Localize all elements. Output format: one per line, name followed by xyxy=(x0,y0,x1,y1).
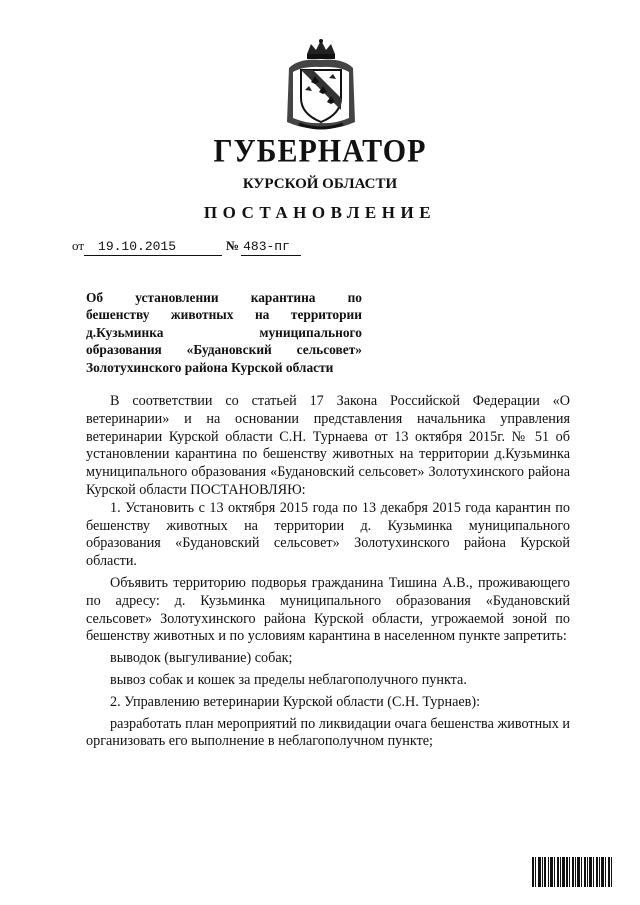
subject-line: Золотухинского района Курской области xyxy=(86,359,334,375)
document-subject xyxy=(86,289,362,376)
region-subtitle: КУРСКОЙ ОБЛАСТИ xyxy=(242,176,398,192)
page-title: ГУБЕРНАТОР xyxy=(213,133,427,170)
body-paragraph: вывоз собак и кошек за пределы неблагополучного пункта. xyxy=(110,671,467,688)
from-label: от xyxy=(72,238,85,253)
subject-line: д.Кузьминка муниципального xyxy=(86,324,362,340)
body-paragraph: выводок (выгуливание) собак; xyxy=(110,650,293,667)
subject-line: бешенству животных на территории xyxy=(86,307,362,323)
body-paragraph: 1. Установить с 13 октября 2015 года по 13 декабря 2015 года карантин по бешенству животных на территории д. Кузьминка муниципального образования «Будановский сельсовет» Золотухинского района Курской области. xyxy=(86,499,570,570)
document-date: 19.10.2015 xyxy=(84,239,222,256)
document-body xyxy=(86,393,570,751)
document-number: 483-пг xyxy=(241,239,301,256)
body-paragraph: разработать план мероприятий по ликвидации очага бешенства животных и организовать его выполнение в неблагополучном пункте; xyxy=(86,715,570,750)
subject-line: Об установлении карантина по xyxy=(86,290,362,305)
document-type: ПОСТАНОВЛЕНИЕ xyxy=(203,203,437,222)
number-label: № xyxy=(226,238,240,253)
barcode-icon xyxy=(531,856,613,888)
subject-line: образования «Будановский сельсовет» xyxy=(86,342,362,358)
date-number-line xyxy=(72,238,301,256)
coat-of-arms-icon xyxy=(285,38,357,132)
body-paragraph: Объявить территорию подворья гражданина Тишина А.В., проживающего по адресу: д. Кузьминка муниципального образования «Будановский сельсовет» Золотухинского района Курской области, угрожаемой зоной по бешенству животных и по условиям карантина в населенном пункте запретить: xyxy=(86,574,570,645)
body-paragraph: 2. Управлению ветеринарии Курской области (С.Н. Турнаев): xyxy=(110,693,481,710)
body-paragraph: В соответствии со статьей 17 Закона Российской Федерации «О ветеринарии» и на основании представления начальника управления ветеринарии Курской области С.Н. Турнаева от 13 октября 2015г. № 51 об установлении карантина по бешенству животных на территории д.Кузьминка муниципального образования «Будановский сельсовет» Золотухинского района Курской области ПОСТАНОВЛЯЮ: xyxy=(86,393,570,498)
